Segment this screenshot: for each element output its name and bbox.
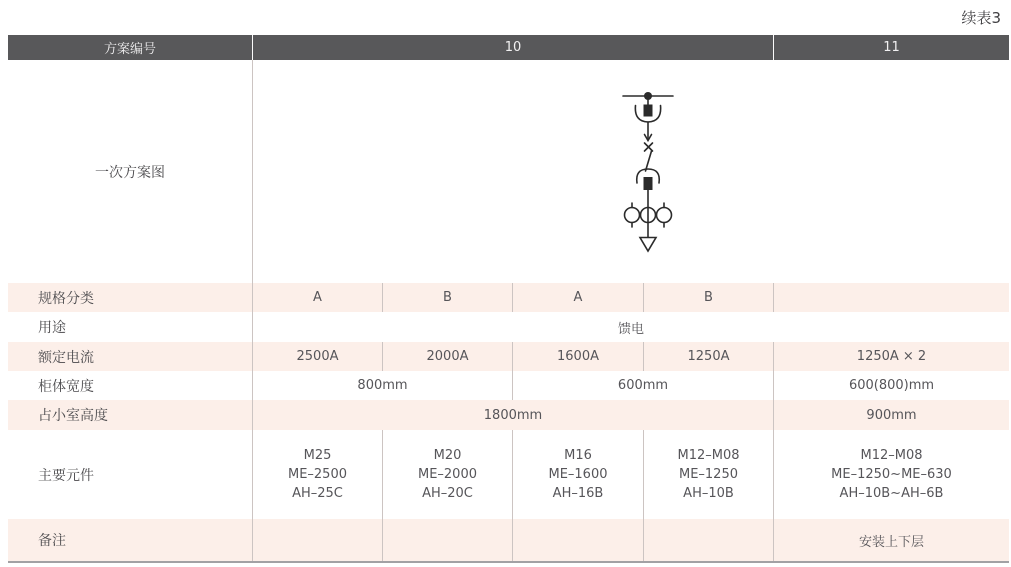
header-col-11: 11 [773,35,1009,60]
row-label-rated-current: 额定电流 [38,349,94,366]
cell-width-11: 600(800)mm [773,371,1009,400]
busbar [623,92,673,100]
cell-current-b2: 1250A [643,342,773,371]
cell-remarks-b1 [382,519,512,561]
row-label-main-components: 主要元件 [38,467,94,484]
cell-remarks-a2 [512,519,643,561]
cell-spec-b1: B [382,283,512,312]
drawout-contact-bottom [637,169,660,190]
cell-remarks-11: 安装上下层 [773,519,1009,561]
cell-width-800: 800mm [252,371,512,400]
row-cabinet-width [8,371,1009,400]
cell-comp-b1: M20 ME–2000 AH–20C [382,430,512,519]
row-compartment-height [8,400,1009,430]
row-label-spec-class: 规格分类 [38,290,94,307]
cell-current-b1: 2000A [382,342,512,371]
row-label-diagram: 一次方案图 [95,164,165,181]
breaker-switch [645,122,653,171]
row-main-components [8,430,1009,519]
current-transformers [625,190,672,237]
spec-table [8,35,1009,563]
cell-remarks-a1 [252,519,382,561]
cell-remarks-b2 [643,519,773,561]
row-usage [8,312,1009,342]
table-header-row [8,35,1009,60]
outgoing-feeder-arrow [640,238,656,252]
row-spec-class [8,283,1009,312]
cell-current-a1: 2500A [252,342,382,371]
drawout-contact-top [635,100,660,122]
header-scheme-number: 方案编号 [103,42,156,57]
diagram-cell [252,60,1009,283]
row-remarks [8,519,1009,561]
cell-comp-11: M12–M08 ME–1250~ME–630 AH–10B~AH–6B [773,430,1009,519]
cell-comp-a1: M25 ME–2500 AH–25C [252,430,382,519]
cell-height-11: 900mm [773,400,1009,430]
table-caption: 续表3 [961,9,1001,27]
cell-usage-value: 馈电 [252,312,1009,342]
cell-comp-a2: M16 ME–1600 AH–16B [512,430,643,519]
header-col-10: 10 [252,35,773,60]
row-rated-current [8,342,1009,371]
cell-current-11: 1250A × 2 [773,342,1009,371]
cell-spec-a2: A [512,283,643,312]
cell-comp-b2: M12–M08 ME–1250 AH–10B [643,430,773,519]
junction-dot [644,92,652,100]
cell-height-10: 1800mm [252,400,773,430]
cell-current-a2: 1600A [512,342,643,371]
row-label-cabinet-width: 柜体宽度 [38,378,94,395]
cell-spec-a1: A [252,283,382,312]
single-line-diagram [616,85,686,255]
cell-width-600: 600mm [512,371,773,400]
cell-spec-11 [773,283,1009,312]
row-label-usage: 用途 [38,320,66,336]
row-label-compartment-height: 占小室高度 [38,408,108,424]
cell-spec-b2: B [643,283,773,312]
row-label-remarks: 备注 [38,533,66,549]
diagram-row [8,60,1009,283]
